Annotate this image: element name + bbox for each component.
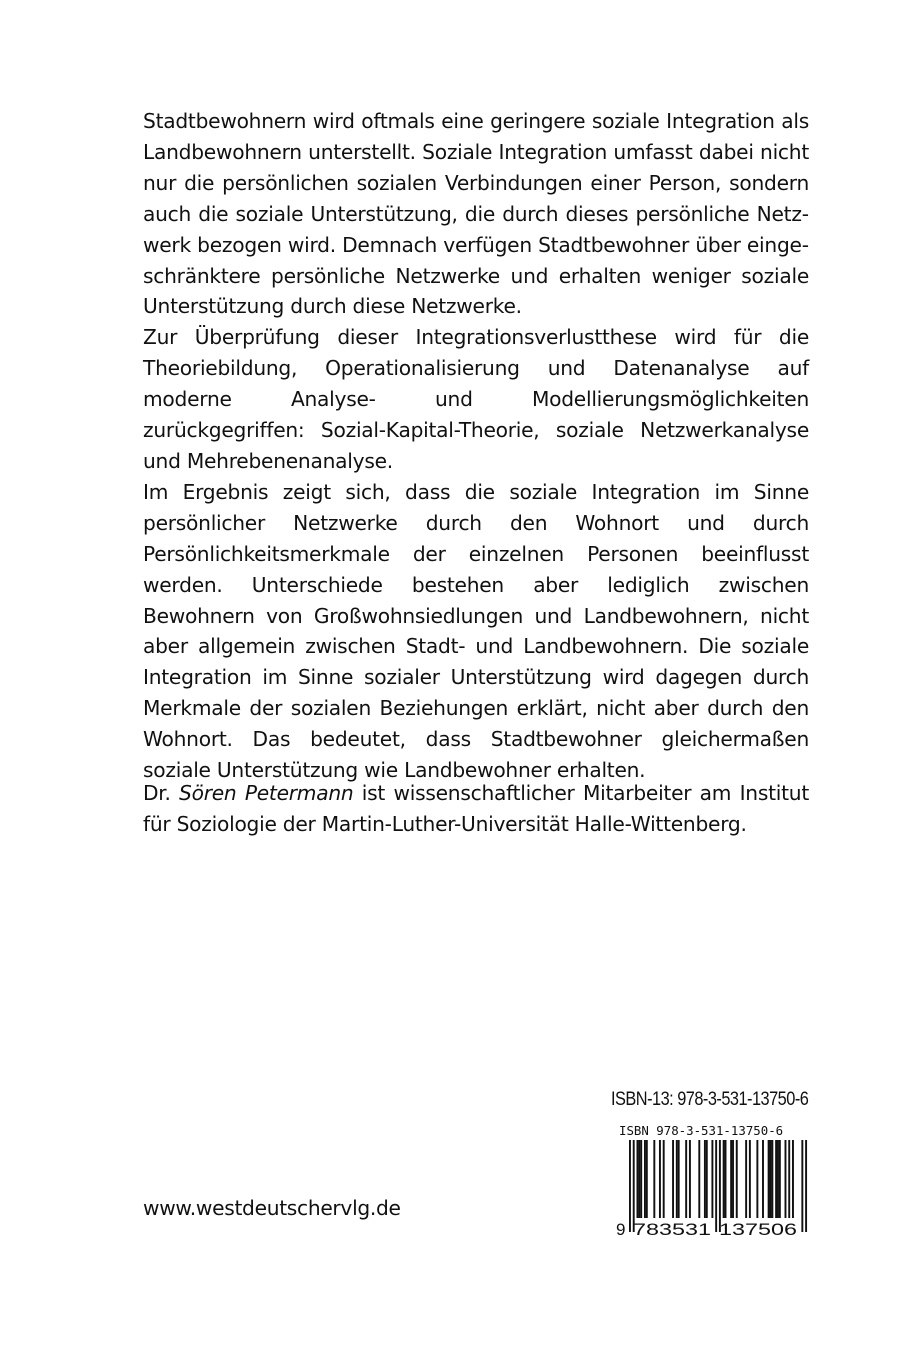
- barcode-bar: [638, 1140, 640, 1218]
- isbn-barcode: [616, 1122, 810, 1238]
- barcode-first-digit: 9: [616, 1220, 626, 1238]
- barcode-bar: [785, 1140, 787, 1218]
- barcode-bar: [676, 1140, 678, 1218]
- barcode-bar: [762, 1140, 764, 1218]
- barcode-bar: [711, 1140, 713, 1218]
- barcode-bar: [698, 1140, 700, 1218]
- author-bio-paragraph: [143, 778, 809, 840]
- barcode-guard-bar: [633, 1140, 635, 1232]
- barcode-bar: [749, 1140, 751, 1218]
- blurb-paragraph-2: Zur Überprüfung dieser Integrationsverlustthese wird für die Theoriebildung, Operationalisierung und Datenanalyse auf moderne Analyse- und Modellierungsmöglichkeiten zurückgegriffen: Sozial-Kapital-Theorie, soziale Netzwerkanalyse und Mehrebenenanalyse.: [143, 325, 809, 473]
- barcode-bar: [678, 1140, 680, 1218]
- barcode-guard-bar: [719, 1140, 721, 1232]
- barcode-top-text: ISBN 978-3-531-13750-6: [619, 1123, 784, 1138]
- barcode-bar: [653, 1140, 655, 1218]
- barcode-bar: [672, 1140, 674, 1218]
- blurb-paragraph-1: Stadtbewohnern wird oftmals eine geringere soziale Integration als Landbewohnern unterstellt. Soziale Integration umfasst dabei nicht nur die persönlichen sozialen Verbindungen einer Person, sondern auch die soziale Unterstützung, die durch dieses persönliche Netzwerk bezogen wird. Demnach verfügen Stadtbewohner über eingeschränktere persönliche Netzwerke und erhalten weniger soziale Unterstützung durch diese Netzwerke.: [143, 109, 809, 319]
- barcode-bar: [732, 1140, 734, 1218]
- barcode-bar: [768, 1140, 770, 1218]
- barcode-bar: [663, 1140, 665, 1218]
- barcode-bar: [777, 1140, 779, 1218]
- blurb-paragraph-3: Im Ergebnis zeigt sich, dass die soziale Integration im Sinne persönlicher Netzwerke durch den Wohnort und durch Persönlichkeitsmerkmale der einzelnen Personen beeinflusst werden. Unterschiede bestehen aber lediglich zwischen Bewohnern von Großwohnsiedlungen und Landbewohnern, nicht aber allgemein zwischen Stadt- und Landbewohnern. Die soziale Integration im Sinne sozialer Unterstützung wird dagegen durch Merkmale der sozialen Beziehungen erklärt, nicht aber durch den Wohnort. Das bedeutet, dass Stadtbewohner gleichermaßen soziale Unterstützung wie Landbewohner erhalten.: [143, 479, 809, 783]
- barcode-bar: [725, 1140, 727, 1218]
- barcode-left-digits: 783531: [633, 1220, 711, 1238]
- isbn-label: ISBN-13: 978-3-531-13750-6: [611, 1089, 809, 1110]
- publisher-url[interactable]: www.westdeutschervlg.de: [143, 1196, 401, 1220]
- barcode-bar: [771, 1140, 773, 1218]
- barcode-bar: [704, 1140, 706, 1218]
- barcode-bar: [736, 1140, 738, 1218]
- barcode-bar: [636, 1140, 638, 1218]
- barcode-bar: [646, 1140, 648, 1218]
- barcode-bar: [659, 1140, 661, 1218]
- author-prefix: Dr.: [143, 781, 180, 805]
- barcode-bar: [689, 1140, 691, 1218]
- author-description: ist wissenschaftlicher Mitarbeiter am Institut für Soziologie der Martin-Luther-Universität Halle-Wittenberg.: [143, 781, 809, 836]
- barcode-bar: [730, 1140, 732, 1218]
- author-bio: [143, 778, 809, 840]
- barcode-bar: [792, 1140, 794, 1218]
- barcode-bar: [775, 1140, 777, 1218]
- barcode-right-digits: 137506: [719, 1220, 797, 1238]
- barcode-bar: [770, 1140, 772, 1218]
- barcode-guard-bar: [805, 1140, 807, 1232]
- barcode-bar: [723, 1140, 725, 1218]
- barcode-bar: [685, 1140, 687, 1218]
- barcode-guard-bar: [715, 1140, 717, 1232]
- barcode-bar: [756, 1140, 758, 1218]
- author-name: Sören Petermann: [179, 781, 354, 805]
- barcode-bar: [640, 1140, 642, 1218]
- barcode-bar: [706, 1140, 708, 1218]
- barcode-guard-bar: [801, 1140, 803, 1232]
- barcode-guard-bar: [629, 1140, 631, 1232]
- barcode-bars: [629, 1140, 807, 1232]
- barcode-bar: [779, 1140, 781, 1218]
- barcode-bar: [788, 1140, 790, 1218]
- barcode-bar: [745, 1140, 747, 1218]
- blurb-text: [143, 106, 809, 786]
- barcode-bar: [644, 1140, 646, 1218]
